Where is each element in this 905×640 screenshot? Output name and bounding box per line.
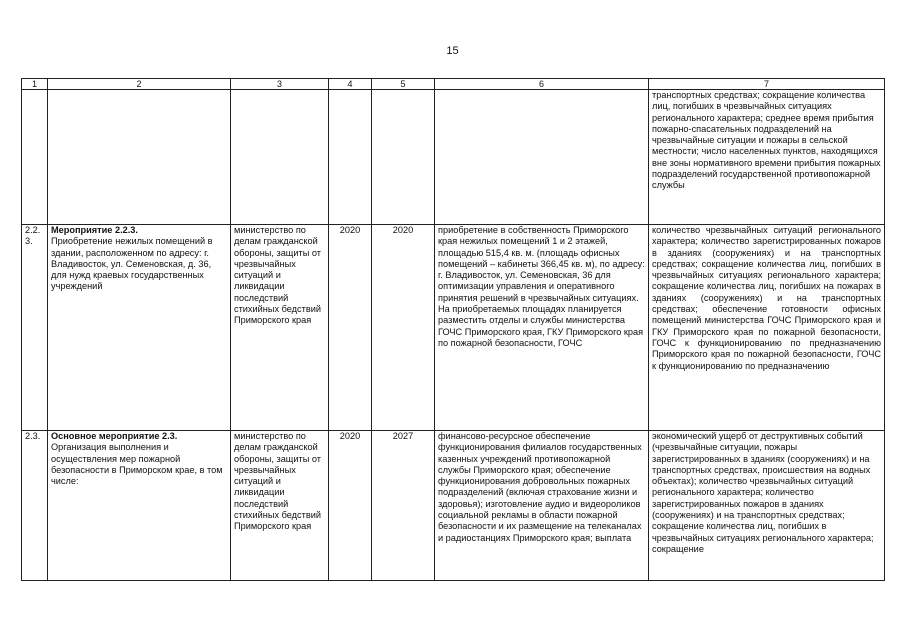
row-number [22, 90, 48, 225]
program-table [21, 78, 885, 581]
executor: министерство по делам гражданской обороны, защиты от чрезвычайных ситуаций и ликвидации последствий стихийных бедствий Приморского края [231, 431, 329, 581]
executor [231, 90, 329, 225]
header-row [22, 79, 885, 90]
row-number: 2.2.3. [22, 225, 48, 431]
year-start: 2020 [329, 225, 372, 431]
year-start: 2020 [329, 431, 372, 581]
table-row [22, 431, 885, 581]
col-header-1: 1 [22, 79, 48, 90]
table-row [22, 90, 885, 225]
year-end: 2020 [372, 225, 435, 431]
col-header-7: 7 [649, 79, 885, 90]
table-row [22, 225, 885, 431]
col-header-5: 5 [372, 79, 435, 90]
measure-title: Основное мероприятие 2.3. Организация выполнения и осуществления мер пожарной безопасности в Приморском крае, в том числе: [48, 431, 231, 581]
col-header-6: 6 [435, 79, 649, 90]
col-header-4: 4 [329, 79, 372, 90]
col-header-2: 2 [48, 79, 231, 90]
year-end: 2027 [372, 431, 435, 581]
indicators: транспортных средствах; сокращение количества лиц, погибших в чрезвычайных ситуациях регионального характера; среднее время прибытия пожарно-спасательных подразделений на чрезвычайные ситуации и пожары в сельской местности; число населенных пунктов, находящихся вне зоны нормативного времени прибытия пожарных подразделений государственной противопожарной службы [649, 90, 885, 225]
expected-result: приобретение в собственность Приморского края нежилых помещений 1 и 2 этажей, площадью 515,4 кв. м. (площадь офисных помещений – кабинеты 366,45 кв. м), по адресу: г. Владивосток, ул. Семеновская, 36 для оптимизации управления и оперативного принятия решений в чрезвычайных ситуациях. На приобретаемых площадях планируется разместить отделы и службы министерства ГОЧС Приморского края, ГКУ Приморского края по пожарной безопасности, ГОЧС [435, 225, 649, 431]
measure-title: Мероприятие 2.2.3. Приобретение нежилых помещений в здании, расположенном по адресу: г. Владивосток, ул. Семеновская, д. 36, для нужд краевых государственных учреждений [48, 225, 231, 431]
col-header-3: 3 [231, 79, 329, 90]
year-start [329, 90, 372, 225]
page-number: 15 [446, 45, 459, 57]
indicators: экономический ущерб от деструктивных событий (чрезвычайные ситуации, пожары зарегистрированных в зданиях (сооружениях) и на транспортных средствах, происшествия на водных объектах); количество чрезвычайных ситуаций регионального характера; количество зарегистрированных пожаров в зданиях (сооружениях) и на транспортных средствах; сокращение количества лиц, погибших в чрезвычайных ситуациях регионального характера; сокращение [649, 431, 885, 581]
measure-title [48, 90, 231, 225]
indicators: количество чрезвычайных ситуаций регионального характера; количество зарегистрированных пожаров в зданиях (сооружениях) и на транспортных средствах; сокращение количества лиц, погибших в чрезвычайных ситуациях регионального характера; сокращение количества лиц, погибших на пожарах в зданиях (сооружениях) и на транспортных средствах; обеспечение готовности офисных помещений министерства ГОЧС Приморского края и ГКУ Приморского края по пожарной безопасности, ГОЧС к функционированию по предназначению Приморского края по пожарной безопасности, ГОЧС к функционированию по предназначению [649, 225, 885, 431]
expected-result: финансово-ресурсное обеспечение функционирования филиалов государственных казенных учреждений противопожарной службы Приморского края; обеспечение функционирования добровольных пожарных подразделений (включая страхование жизни и здоровья); изготовление аудио и видеороликов социальной рекламы в области пожарной безопасности и их размещение на телеканалах и радиостанциях Приморского края; выплата [435, 431, 649, 581]
executor: министерство по делам гражданской обороны, защиты от чрезвычайных ситуаций и ликвидации последствий стихийных бедствий Приморского края [231, 225, 329, 431]
year-end [372, 90, 435, 225]
row-number: 2.3. [22, 431, 48, 581]
expected-result [435, 90, 649, 225]
